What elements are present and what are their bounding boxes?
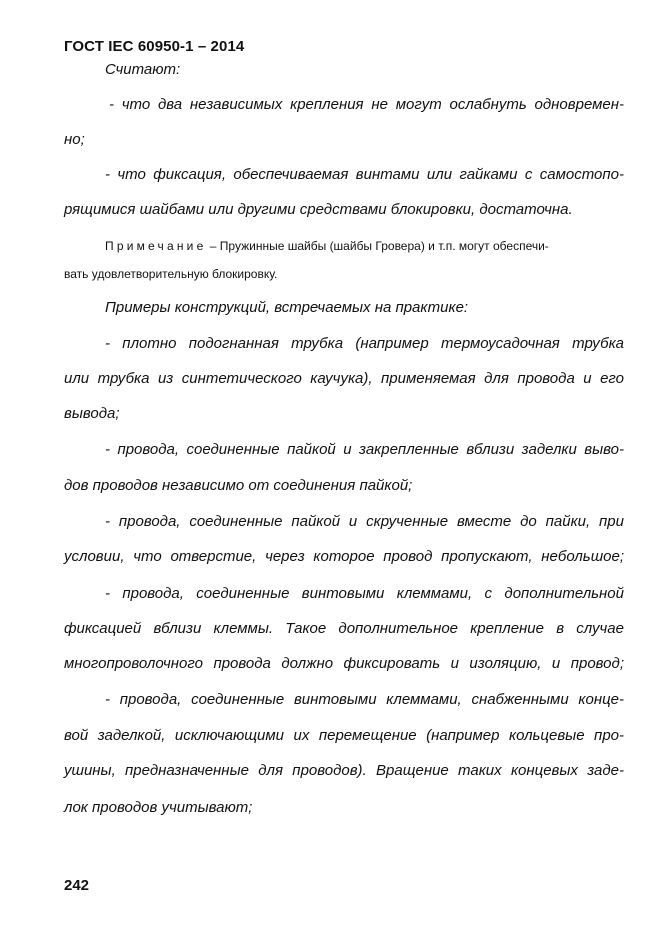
text-line: Считают: — [105, 61, 181, 78]
text-line: но; — [64, 131, 85, 148]
text-line: фиксацией вблизи клеммы. Такое дополнительное крепление в случае — [64, 620, 624, 637]
text-line: рящимися шайбами или другими средствами блокировки, достаточна. — [64, 201, 573, 218]
text-line: - провода, соединенные винтовыми клеммами, снабженными конце- — [105, 691, 624, 708]
text-line: Примеры конструкций, встречаемых на практике: — [105, 299, 469, 316]
text-line: - плотно подогнанная трубка (например термоусадочная трубка — [105, 335, 624, 352]
standard-header: ГОСТ IEC 60950-1 – 2014 — [64, 38, 245, 55]
note-line — [105, 239, 624, 253]
text-line: вой заделкой, исключающими их перемещение (например кольцевые про- — [64, 727, 624, 744]
text-line: многопроволочного провода должно фиксировать и изоляцию, и провод; — [64, 655, 624, 672]
text-line: лок проводов учитывают; — [64, 799, 253, 816]
text-line: вывода; — [64, 405, 120, 422]
text-line: - провода, соединенные пайкой и закрепленные вблизи заделки выво- — [105, 441, 624, 458]
text-line: - провода, соединенные пайкой и скрученные вместе до пайки, при — [105, 513, 624, 530]
note-line: вать удовлетворительную блокировку. — [64, 267, 278, 281]
note-label: Примечание — [105, 239, 207, 253]
text-line: или трубка из синтетического каучука), применяемая для провода и его — [64, 370, 624, 387]
text-line: - провода, соединенные винтовыми клеммами, с дополнительной — [105, 585, 624, 602]
note-text: – Пружинные шайбы (шайбы Гровера) и т.п. могут обеспечи- — [206, 239, 549, 253]
page-number: 242 — [64, 877, 90, 894]
text-line: - что два независимых крепления не могут ослабнуть одновремен- — [109, 96, 624, 113]
text-line: ушины, предназначенные для проводов). Вращение таких концевых заде- — [64, 762, 624, 779]
text-line: - что фиксация, обеспечиваемая винтами или гайками с самостопо- — [105, 166, 624, 183]
text-line: дов проводов независимо от соединения пайкой; — [64, 477, 413, 494]
text-line: условии, что отверстие, через которое провод пропускают, небольшое; — [64, 548, 624, 565]
